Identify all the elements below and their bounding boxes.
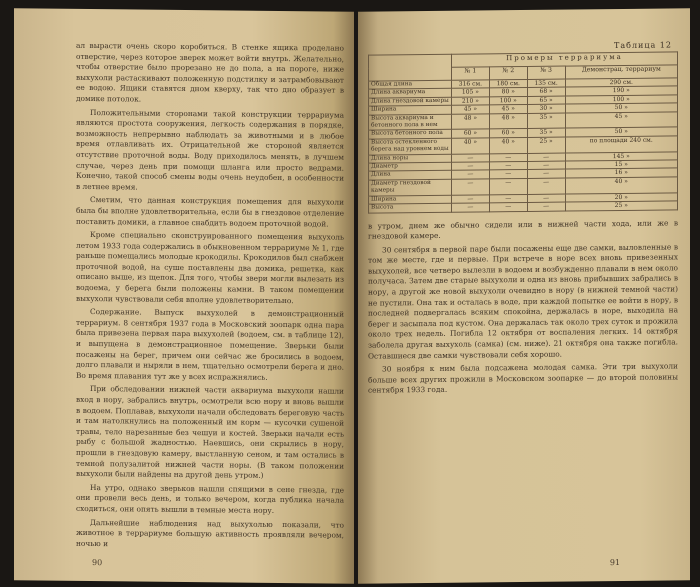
table-cell: —: [452, 162, 490, 171]
table-cell: 145 »: [565, 152, 677, 162]
left-page-text: [76, 41, 344, 552]
row-parameter: Длина гнездовой камеры: [369, 97, 452, 106]
table-cell: 40 »: [489, 137, 527, 153]
table-cell: —: [527, 170, 565, 179]
table-cell: —: [527, 161, 565, 170]
table-cell: 105 »: [452, 88, 490, 97]
table-cell: 30 »: [527, 104, 565, 113]
paragraph: в утром, днем же обычно сидели или в нижней части хода, или же в гнездовой камере.: [368, 217, 678, 241]
column-header: Демонстрац. террариум: [565, 65, 677, 79]
table-cell: 60 »: [489, 129, 527, 138]
table-cell: 190 »: [565, 86, 677, 96]
table-cell: —: [452, 179, 490, 195]
paragraph: На утро, однако зверьков нашли спящими в сене гнезда, где они провели весь день, и только вечером, когда публика начала сходиться, они опять вышли в темные места нору.: [76, 482, 344, 515]
table-cell: —: [489, 178, 527, 194]
right-page-text: [368, 218, 678, 397]
table-cell: 45 »: [489, 105, 527, 114]
paragraph: Сметим, что данная конструкция помещения для выхухоли была бы вполне удовлетворительна, если бы в гнездовое отделение поставить домики, а главное снабдить водоем проточной водой.: [76, 195, 344, 229]
table-cell: —: [452, 170, 490, 179]
paragraph: Содержание. Выпуск выхухолей в демонстрационный террариум. 8 сентября 1937 года в Московский зоопарк одна пара была привезена первая пара выхухолей (водоем, см. в таблице 12), и выпущена в демонстрационное помещение. Зверьки были посажены на берег, причем они сейчас же бросились в водоем, долго плавали и ныряли в нем, тщательно осмотрели берега и дно. Во время плавания тут же у всех испражнялись.: [76, 307, 344, 382]
paragraph: Дальнейшие наблюдения над выхухолью показали, что животное в террариуме большую активность проявляли вечером, ночью и: [76, 517, 344, 548]
table-cell: —: [489, 153, 527, 162]
page-number: 91: [609, 557, 620, 568]
table-cell: 35 »: [527, 113, 565, 129]
table-cell: 210 »: [452, 97, 490, 106]
row-parameter: Длина аквариума: [369, 89, 452, 98]
row-parameter: Высота бетонного пола: [369, 130, 452, 139]
table-cell: —: [527, 202, 565, 211]
table-cell: —: [527, 178, 565, 194]
row-parameter: Высота остекленного берега над уровнем воды: [369, 138, 452, 155]
page-number: 90: [92, 558, 103, 568]
table-cell: 65 »: [527, 96, 565, 105]
row-parameter: Диаметр гнездовой камеры: [369, 179, 452, 196]
paragraph: ал вырасти очень скоро коробиться. В стенке ящика проделано отверстие, через которое зверек может войти внутрь. Желательно, чтобы отверстие было прорезано не до пола, а на пороге, ниже выхухоли растаскивают положенную подстилку и затрамбовывают ее водою. Ящики ставятся дном кверху, так что дно образует в домике потолок.: [76, 40, 344, 104]
row-parameter: Ширина: [369, 195, 452, 204]
table-cell: 80 »: [489, 88, 527, 97]
table-cell: 135 см.: [527, 79, 565, 88]
table-cell: 100 »: [489, 96, 527, 105]
row-parameter: Общая длина: [369, 80, 452, 89]
table-cell: —: [489, 203, 527, 212]
row-parameter: Высота: [369, 203, 452, 212]
measurements-table: [368, 51, 678, 213]
row-parameter: Ширина: [369, 105, 452, 114]
table-cell: по площади 240 см.: [565, 136, 677, 153]
table-cell: 40 »: [565, 177, 677, 194]
table-cell: —: [452, 154, 490, 163]
table-corner: [369, 54, 452, 81]
right-page: [358, 8, 690, 583]
table-cell: 100 »: [565, 95, 677, 105]
table-cell: —: [527, 153, 565, 162]
table-cell: —: [452, 195, 490, 204]
table-caption: Таблица 12: [614, 40, 672, 51]
column-header: № 1: [452, 67, 490, 80]
paragraph: 30 сентября в первой паре были посажены еще две самки, выловленные в том же месте, где и первые. При встрече в норе всех вновь привезенных выхухолей, все четверо вылезли в водоем и возбужденно плавали в нем около получаса. Затем две старые выхухоли и одна из вновь прибывших забрались в нору, а другой же новой выхухоли очевидно в нору (в нижней темной части) не пустили. Она так и осталась в воде, при каждой попытке ее войти в нору, в последней подвергалась всяким спокойна, держалась в норе, выходила на берег и засыпала под кустом. Она держалась так около трех суток и прожила около трех недель. Погибла 12 октября от воспаления легких. 14 октября заболела другая выхухоль (самка) (см. ниже). 21 октября она также погибла. Оставшиеся две самки чувствовали себя хорошо.: [368, 242, 678, 361]
table-cell: 35 »: [527, 129, 565, 138]
table-cell: 45 »: [565, 112, 677, 129]
table-cell: 16 »: [565, 168, 677, 178]
paragraph: 30 ноября к ним была подсажена молодая самка. Эти три выхухоли больше всех других прожили в Московском зоопарке — до второй половины сентября 1933 года.: [368, 361, 678, 396]
table-cell: 50 »: [565, 103, 677, 113]
table-cell: 60 »: [452, 129, 490, 138]
table-body: [369, 78, 678, 213]
table-cell: 48 »: [489, 113, 527, 129]
table-cell: —: [527, 194, 565, 203]
paragraph: Положительными сторонами такой конструкции террариума являются простота сооружения, легкость содержания в порядке, возможность непрерывно наблюдать за животными и в любое время отлавливать их. Отрицательной же стороной является отсутствие проточной воды. Воду приходилось менять, в лучшем случае, через день при помощи шланга или просто ведрами. Конечно, такой способ смены воды очень неудобен, в особенности в летнее время.: [76, 107, 344, 192]
table-group-header: Промеры террариума: [452, 52, 678, 67]
table-cell: 316 см.: [452, 80, 490, 89]
table-cell: 48 »: [452, 113, 490, 129]
table-cell: —: [452, 203, 490, 212]
left-page: [14, 8, 354, 584]
table-cell: 25 »: [565, 201, 677, 211]
row-parameter: Длина норы: [369, 154, 452, 163]
table-cell: 180 см.: [489, 79, 527, 88]
table-cell: 45 »: [452, 105, 490, 114]
table-cell: —: [489, 170, 527, 179]
table-cell: —: [489, 194, 527, 203]
table-cell: 290 см.: [565, 78, 677, 88]
paragraph: При обследовании нижней части аквариума выхухоли нашли вход в нору, забрались внутрь, осмотрели всю нору и вновь вышли в водоем. Поплавав, выхухоли начали обследовать береговую часть и там натолкнулись на положенный им корм — кусочки сушеной травы, тело нарезанные без чешуи и костей. Зверьки начали есть рыбу с большой жадностью. Наевшись, они скрылись в нору, прошли в гнездовую камеру, выстланную сеном, и там остались в темной полузалитой нижней части норы. (В таком положении выхухоли были найдены на другой день утром.): [76, 384, 344, 480]
row-parameter: Высота аквариума и бетонного пола в нем: [369, 114, 452, 131]
open-book: [8, 10, 694, 582]
table-cell: 20 »: [565, 193, 677, 203]
table-cell: —: [489, 162, 527, 171]
column-header: № 3: [527, 66, 565, 79]
table-cell: 25 »: [527, 137, 565, 153]
row-parameter: Диаметр: [369, 162, 452, 171]
table-cell: 50 »: [565, 127, 677, 137]
table-cell: 68 »: [527, 87, 565, 96]
table-cell: 15 »: [565, 160, 677, 170]
table-cell: 40 »: [452, 138, 490, 154]
paragraph: Кроме специально сконструированного помещения выхухоль летом 1933 года содержались в обыкновенном террариуме № 1, где раньше помещались молодые крокодилы. Крокодилов был снабжен проточной водой, на суше поставлены два домика, решетка, как описано выше, из щепок. Для того, чтобы звери могли вылезать из водоема, у берега были положены камни. В таком помещении выхухоли чувствовали себя вполне удовлетворительно.: [76, 230, 344, 305]
column-header: № 2: [489, 66, 527, 79]
row-parameter: Длина: [369, 171, 452, 180]
